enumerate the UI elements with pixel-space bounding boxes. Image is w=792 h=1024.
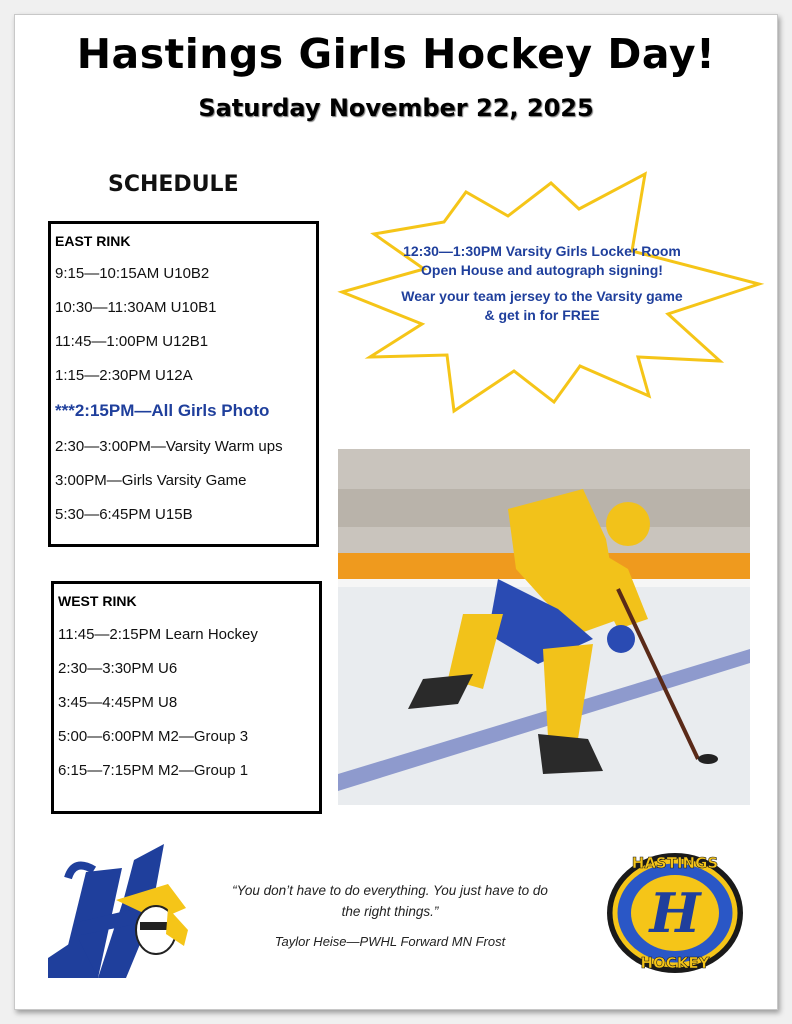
west-rink-item: 3:45—4:45PM U8 bbox=[58, 694, 178, 711]
quote-attribution: Taylor Heise—PWHL Forward MN Frost bbox=[274, 934, 506, 949]
west-rink-item: 11:45—2:15PM Learn Hockey bbox=[58, 626, 258, 643]
west-rink-item: 5:00—6:00PM M2—Group 3 bbox=[58, 728, 249, 745]
hockey-player-photo bbox=[338, 449, 750, 805]
logo-top-text: HASTINGS bbox=[631, 854, 719, 872]
east-rink-item: 10:30—11:30AM U10B1 bbox=[55, 299, 217, 316]
east-rink-item: 11:45—1:00PM U12B1 bbox=[55, 333, 209, 350]
inspirational-quote: “You don’t have to do everything. You just have to do the right things.” bbox=[232, 883, 548, 919]
west-rink-box bbox=[51, 581, 322, 814]
east-rink-item: 1:15—2:30PM U12A bbox=[55, 367, 193, 384]
east-rink-item: 9:15—10:15AM U10B2 bbox=[55, 265, 210, 282]
west-rink-item: 2:30—3:30PM U6 bbox=[58, 660, 178, 677]
west-rink-title: WEST RINK bbox=[58, 593, 137, 609]
east-rink-box bbox=[48, 221, 319, 547]
east-rink-item: 2:30—3:00PM—Varsity Warm ups bbox=[55, 438, 283, 455]
starburst-text bbox=[396, 242, 688, 332]
hastings-h-logo bbox=[38, 838, 198, 983]
east-rink-item: 5:30—6:45PM U15B bbox=[55, 506, 193, 523]
east-rink-title: EAST RINK bbox=[55, 233, 131, 249]
hastings-hockey-logo bbox=[600, 848, 750, 978]
event-date: Saturday November 22, 2025 bbox=[198, 94, 594, 122]
east-rink-item: 3:00PM—Girls Varsity Game bbox=[55, 472, 247, 489]
east-rink-item-photo: ***2:15PM—All Girls Photo bbox=[55, 401, 270, 420]
jersey-offer-text: Wear your team jersey to the Varsity game & get in for FREE bbox=[401, 288, 683, 323]
logo-bottom-text: HOCKEY bbox=[640, 954, 710, 972]
schedule-heading: SCHEDULE bbox=[108, 172, 239, 197]
flyer-title: Hastings Girls Hockey Day! bbox=[76, 30, 716, 78]
logo-letter: H bbox=[649, 881, 701, 945]
open-house-text: 12:30—1:30PM Varsity Girls Locker Room Open House and autograph signing! bbox=[403, 243, 681, 278]
west-rink-item: 6:15—7:15PM M2—Group 1 bbox=[58, 762, 249, 779]
